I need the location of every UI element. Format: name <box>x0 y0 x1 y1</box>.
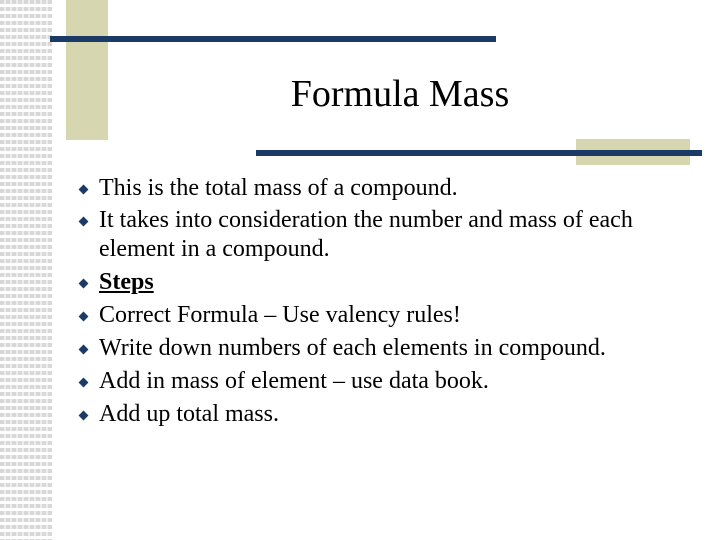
decorative-striped-border <box>0 0 52 540</box>
decorative-rule-top <box>50 36 496 42</box>
bullet-text: Add in mass of element – use data book. <box>99 368 489 394</box>
diamond-bullet-icon <box>79 345 89 355</box>
diamond-bullet-icon <box>79 279 89 289</box>
bullet-item <box>80 334 700 363</box>
diamond-bullet-icon <box>79 312 89 322</box>
bullet-item <box>80 174 700 203</box>
diamond-bullet-icon <box>79 185 89 195</box>
decorative-block-top <box>66 0 108 140</box>
bullet-text: Correct Formula – Use valency rules! <box>99 302 461 328</box>
bullet-text: Write down numbers of each elements in compound. <box>99 335 606 361</box>
bullet-heading-steps: Steps <box>99 269 154 295</box>
bullet-text: This is the total mass of a compound. <box>99 175 458 201</box>
bullet-text: Add up total mass. <box>99 401 279 427</box>
bullet-item <box>80 367 700 396</box>
bullet-text: It takes into consideration the number and mass of each element in a compound. <box>99 207 633 262</box>
diamond-bullet-icon <box>79 217 89 227</box>
slide-title: Formula Mass <box>290 73 510 115</box>
decorative-rule-bottom <box>256 150 702 156</box>
bullet-list <box>80 174 700 433</box>
diamond-bullet-icon <box>79 411 89 421</box>
bullet-item <box>80 301 700 330</box>
bullet-item <box>80 206 700 264</box>
bullet-item <box>80 268 700 297</box>
diamond-bullet-icon <box>79 378 89 388</box>
bullet-item <box>80 400 700 429</box>
